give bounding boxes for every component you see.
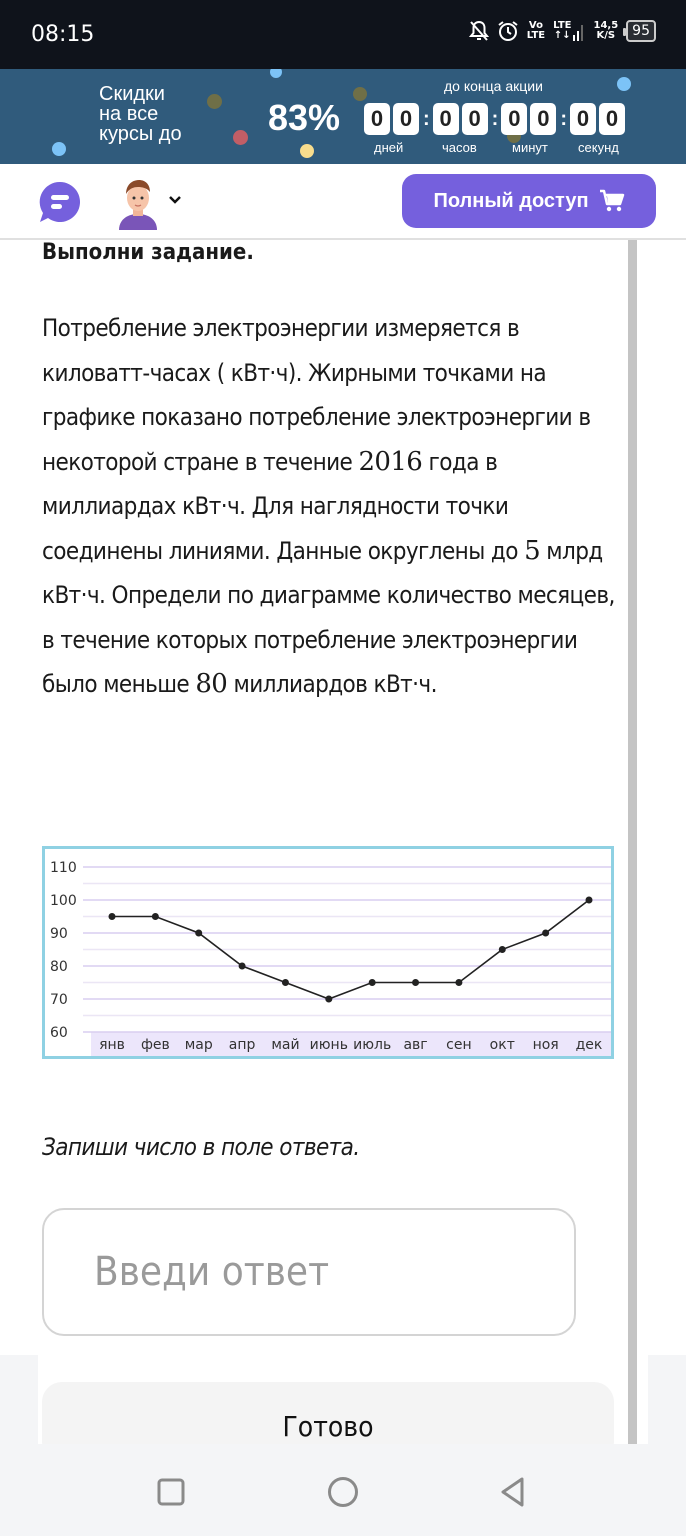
- back-button[interactable]: [492, 1472, 532, 1512]
- svg-text:дек: дек: [575, 1037, 603, 1053]
- square-icon: [157, 1478, 185, 1506]
- full-access-button[interactable]: [402, 174, 656, 228]
- timer-hours-digit: 0: [433, 103, 459, 135]
- back-triangle-icon: [498, 1476, 526, 1508]
- status-icons: [469, 20, 656, 42]
- circle-icon: [327, 1476, 359, 1508]
- svg-text:фев: фев: [140, 1037, 170, 1053]
- promo-banner[interactable]: [0, 69, 686, 164]
- svg-text:авг: авг: [403, 1037, 428, 1053]
- timer-seconds-label: секунд: [578, 140, 619, 155]
- svg-text:90: 90: [50, 926, 68, 942]
- avatar[interactable]: [115, 176, 161, 230]
- svg-text:110: 110: [50, 860, 77, 876]
- consumption-chart: [42, 846, 614, 1059]
- lte-signal-indicator: LTE ↑↓: [553, 21, 585, 41]
- confetti-dot: [52, 142, 66, 156]
- timer-hours-label: часов: [442, 140, 477, 155]
- timer-hours-digit: 0: [462, 103, 488, 135]
- cart-icon: [599, 189, 625, 213]
- promo-until-label: до конца акции: [444, 78, 543, 94]
- network-speed: 14,5 K/S: [593, 20, 619, 41]
- svg-text:янв: янв: [99, 1037, 125, 1053]
- timer-days-digit: 0: [364, 103, 390, 135]
- confetti-dot: [617, 77, 631, 91]
- svg-text:ноя: ноя: [532, 1037, 559, 1053]
- scrollbar[interactable]: [628, 240, 637, 1444]
- bell-muted-icon: [469, 20, 489, 42]
- timer-seconds-digit: 0: [599, 103, 625, 135]
- timer-minutes-digit: 0: [530, 103, 556, 135]
- chat-icon[interactable]: [38, 180, 82, 224]
- svg-text:окт: окт: [489, 1037, 515, 1053]
- signal-bars-icon: [573, 23, 585, 41]
- system-navigation-bar: [0, 1444, 686, 1536]
- svg-text:сен: сен: [446, 1037, 472, 1053]
- line-chart: [45, 849, 611, 1056]
- confetti-dot: [207, 94, 222, 109]
- alarm-icon: [497, 20, 519, 42]
- home-button[interactable]: [323, 1472, 363, 1512]
- confetti-dot: [233, 130, 248, 145]
- svg-text:июнь: июнь: [309, 1037, 348, 1053]
- promo-discount: 83%: [268, 97, 341, 138]
- svg-text:60: 60: [50, 1025, 68, 1041]
- svg-text:80: 80: [50, 959, 68, 975]
- confetti-dot: [270, 69, 282, 78]
- chevron-down-icon[interactable]: [168, 194, 182, 206]
- promo-lead-text: Скидки на все курсы до: [99, 83, 182, 145]
- full-access-label: Полный доступ: [433, 189, 589, 212]
- timer-days-digit: 0: [393, 103, 419, 135]
- answer-input[interactable]: [42, 1208, 576, 1336]
- timer-days-label: дней: [374, 140, 404, 155]
- answer-instruction: Запиши число в поле ответа.: [42, 1133, 360, 1161]
- timer-minutes-digit: 0: [501, 103, 527, 135]
- countdown-timer: 0 0 : 0 0 : 0 0 : 0 0: [364, 103, 628, 135]
- problem-text: Потребление электроэнергии измеряется в киловатт-часах ( кВт·ч). Жирными точками на графике показано потребление электроэнергии в некоторой стране в течение 2016 года в миллиардах кВт·ч. Для наглядности точки соединены линиями. Данные округлены до 5 млрд кВт·ч. Определи по диаграмме количество месяцев, в течение которых потребление электроэнергии было меньше 80 миллиардов кВт·ч.: [42, 314, 615, 699]
- battery-indicator: 95: [626, 20, 656, 42]
- svg-text:май: май: [271, 1037, 300, 1053]
- status-bar: [0, 0, 686, 69]
- svg-text:70: 70: [50, 992, 68, 1008]
- svg-text:100: 100: [50, 893, 77, 909]
- confetti-dot: [300, 144, 314, 158]
- top-navigation: [0, 164, 686, 240]
- confetti-dot: [353, 87, 367, 101]
- svg-text:мар: мар: [184, 1037, 213, 1053]
- timer-seconds-digit: 0: [570, 103, 596, 135]
- status-time: 08:15: [31, 22, 95, 47]
- done-label: Готово: [282, 1409, 374, 1443]
- task-title: Выполни задание.: [42, 240, 254, 265]
- timer-minutes-label: минут: [512, 140, 548, 155]
- svg-text:апр: апр: [228, 1037, 256, 1053]
- recent-apps-button[interactable]: [151, 1472, 191, 1512]
- volte-indicator: Vo LTE: [526, 20, 546, 41]
- svg-text:июль: июль: [353, 1037, 392, 1053]
